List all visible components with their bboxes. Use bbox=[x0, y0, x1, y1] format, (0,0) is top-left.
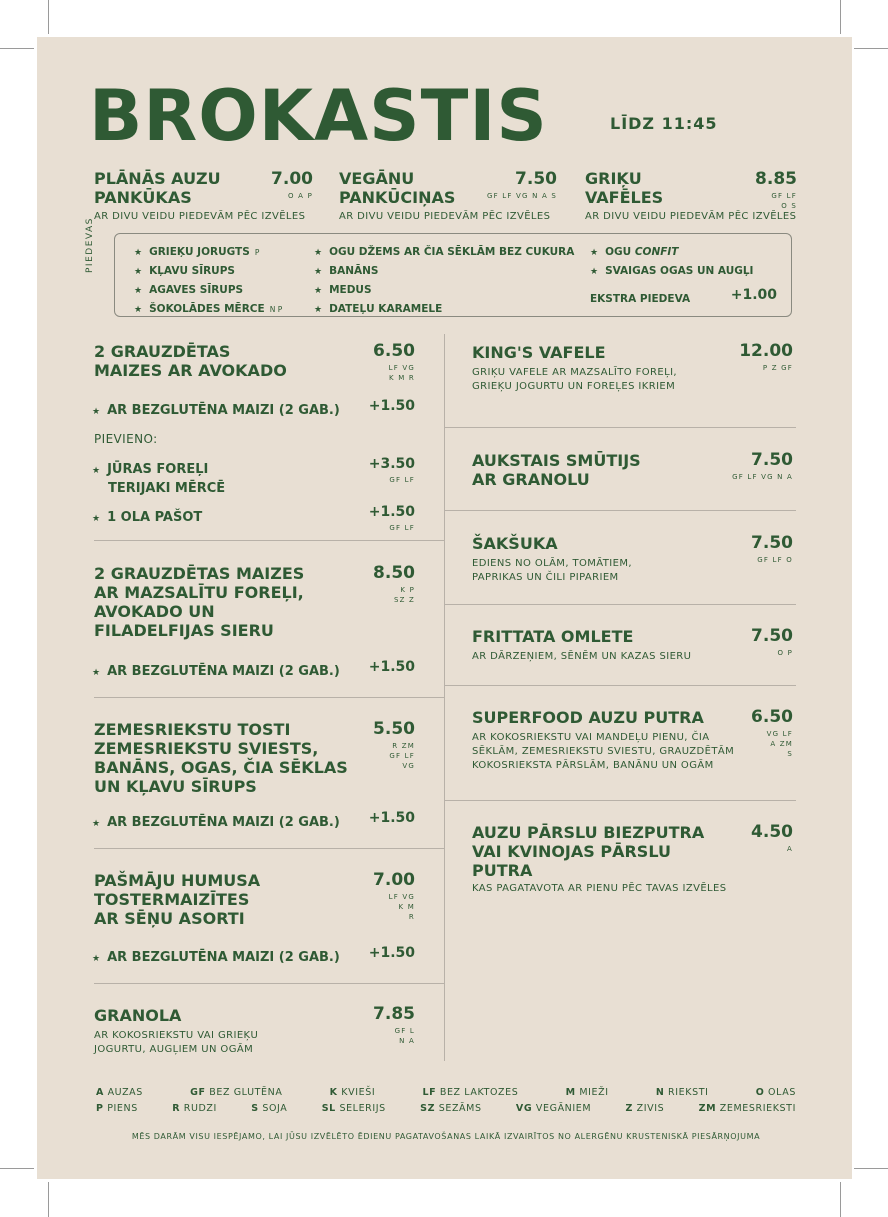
divider bbox=[445, 427, 796, 428]
item-name: PUTRA bbox=[472, 861, 533, 880]
menu-item bbox=[94, 342, 384, 380]
option-price: +1.50 bbox=[368, 810, 415, 826]
item-name: KING'S VAFELE bbox=[472, 343, 606, 362]
menu-item bbox=[472, 343, 722, 394]
item-description: EDIENS NO OLĀM, TOMĀTIEM, bbox=[472, 558, 632, 569]
extra-side-label: EKSTRA PIEDEVA bbox=[590, 293, 691, 305]
item-name: MAIZES AR AVOKADO bbox=[94, 361, 287, 380]
item-price: 7.50 bbox=[751, 533, 793, 553]
allergen-codes: A bbox=[787, 845, 793, 853]
item-price: 5.50 bbox=[373, 719, 415, 739]
item-name: PLĀNĀS AUZU bbox=[94, 169, 221, 188]
column-divider bbox=[444, 334, 445, 1061]
extra-side-price: +1.00 bbox=[730, 287, 777, 303]
legend-item: S SOJA bbox=[251, 1103, 288, 1114]
item-name: PAŠMĀJU HUMUSA bbox=[94, 871, 261, 890]
item-description: AR DĀRZEŅIEM, SĒNĒM UN KAZAS SIERU bbox=[472, 651, 692, 662]
option-price: +1.50 bbox=[368, 504, 415, 520]
item-price: 8.85 bbox=[755, 169, 797, 189]
sides-column bbox=[590, 242, 753, 280]
item-description: AR KOKOSRIEKSTU VAI MANDEĻU PIENU, ČIA bbox=[472, 732, 710, 743]
sides-column bbox=[314, 242, 574, 318]
side-item: ★ KĻAVU SĪRUPS bbox=[134, 265, 235, 277]
allergen-codes: K M bbox=[398, 903, 415, 911]
menu-item bbox=[472, 823, 762, 896]
crop-mark bbox=[854, 48, 888, 49]
item-name: ŠAKŠUKA bbox=[472, 534, 558, 553]
item-name: VAI KVINOJAS PĀRSLU bbox=[472, 842, 671, 861]
allergen-codes: VG bbox=[402, 762, 415, 770]
item-name: BANĀNS, OGAS, ČIA SĒKLAS bbox=[94, 758, 348, 777]
item-name: AR GRANOLU bbox=[472, 470, 590, 489]
star-icon: ★ bbox=[92, 466, 101, 476]
item-description: GRIEĶU JOGURTU UN FOREĻES IKRIEM bbox=[472, 381, 676, 392]
item-name: AR MAZSALĪTU FOREĻI, bbox=[94, 583, 304, 602]
allergen-codes: N A bbox=[399, 1037, 415, 1045]
crop-mark bbox=[854, 1168, 888, 1169]
star-icon: ★ bbox=[92, 819, 101, 829]
item-price: 7.50 bbox=[751, 626, 793, 646]
item-name: ZEMESRIEKSTU TOSTI bbox=[94, 720, 291, 739]
legend-item: SZ SEZĀMS bbox=[420, 1103, 482, 1114]
star-icon: ★ bbox=[92, 668, 101, 678]
item-description: SĒKLĀM, ZEMESRIEKSTU SVIESTU, GRAUZDĒTĀM bbox=[472, 746, 735, 757]
item-price: 7.00 bbox=[373, 870, 415, 890]
legend-item: VG VEGĀNIEM bbox=[515, 1103, 592, 1114]
allergen-codes: LF VG bbox=[388, 364, 415, 372]
item-name: VEGĀNU bbox=[339, 169, 415, 188]
legend-item: A AUZAS bbox=[96, 1087, 143, 1098]
item-name: 2 GRAUZDĒTAS bbox=[94, 342, 231, 361]
legend-row bbox=[96, 1087, 796, 1098]
allergen-codes: R bbox=[408, 913, 415, 921]
item-name: ZEMESRIEKSTU SVIESTS, bbox=[94, 739, 319, 758]
crop-mark bbox=[48, 0, 49, 34]
side-item: ★ OGU CONFIT bbox=[590, 246, 679, 258]
star-icon: ★ bbox=[92, 407, 101, 417]
side-item: ★ OGU DŽEMS AR ČIA SĒKLĀM BEZ CUKURA bbox=[314, 246, 575, 258]
allergen-codes: O S bbox=[781, 202, 797, 210]
gluten-free-option: ★ AR BEZGLUTĒNA MAIZI (2 GAB.) bbox=[92, 815, 340, 830]
option-price: +1.50 bbox=[368, 398, 415, 414]
item-description: KOKOSRIEKSTA PĀRSLĀM, BANĀNU UN OGĀM bbox=[472, 760, 714, 771]
item-description: GRIĶU VAFELE AR MAZSALĪTO FOREĻI, bbox=[472, 367, 678, 378]
item-price: 7.50 bbox=[515, 169, 557, 189]
item-name: AVOKADO UN bbox=[94, 602, 215, 621]
add-label: PIEVIENO: bbox=[94, 432, 158, 446]
side-item: ★ DATEĻU KARAMELE bbox=[314, 303, 443, 315]
star-icon: ★ bbox=[314, 267, 323, 277]
crop-mark bbox=[0, 1168, 34, 1169]
star-icon: ★ bbox=[134, 267, 143, 277]
menu-item bbox=[472, 708, 762, 773]
item-name: PANKŪCIŅAS bbox=[339, 188, 456, 207]
menu-item bbox=[472, 627, 752, 664]
crop-mark bbox=[840, 1182, 841, 1217]
item-price: 12.00 bbox=[739, 341, 793, 361]
allergen-codes: SZ Z bbox=[393, 596, 415, 604]
legend-item: K KVIEŠI bbox=[329, 1087, 376, 1098]
divider bbox=[94, 848, 444, 849]
item-name: GRANOLA bbox=[94, 1006, 182, 1025]
item-description: AR DIVU VEIDU PIEDEVĀM PĒC IZVĒLES bbox=[585, 211, 797, 222]
divider bbox=[445, 604, 796, 605]
divider bbox=[445, 685, 796, 686]
crop-mark bbox=[840, 0, 841, 34]
item-name: UN KĻAVU SĪRUPS bbox=[94, 777, 257, 796]
menu-item bbox=[472, 451, 722, 489]
item-name: PANKŪKAS bbox=[94, 188, 192, 207]
crop-mark bbox=[0, 48, 34, 49]
divider bbox=[94, 540, 444, 541]
item-name: VAFĒLES bbox=[585, 188, 664, 207]
gluten-free-option: ★ AR BEZGLUTĒNA MAIZI (2 GAB.) bbox=[92, 403, 340, 418]
option-price: +1.50 bbox=[368, 945, 415, 961]
side-item: ★ AGAVES SĪRUPS bbox=[134, 284, 244, 296]
allergen-codes: GF LF VG N A bbox=[732, 473, 793, 481]
allergen-codes: O A P bbox=[288, 192, 313, 200]
allergen-codes: P Z GF bbox=[762, 364, 793, 372]
legend-item: SL SELERIJS bbox=[321, 1103, 386, 1114]
item-name: FRITTATA OMLETE bbox=[472, 627, 634, 646]
side-item: ★ SVAIGAS OGAS UN AUGĻI bbox=[590, 265, 754, 277]
allergen-codes: GF L bbox=[394, 1027, 415, 1035]
item-name: FILADELFIJAS SIERU bbox=[94, 621, 274, 640]
page-title: BROKASTIS bbox=[89, 75, 548, 157]
item-name: TOSTERMAIZĪTES bbox=[94, 890, 250, 909]
item-description: AR KOKOSRIEKSTU VAI GRIEĶU bbox=[94, 1030, 259, 1041]
star-icon: ★ bbox=[590, 248, 599, 258]
menu-page bbox=[37, 37, 852, 1179]
allergen-codes: GF LF bbox=[389, 752, 415, 760]
star-icon: ★ bbox=[314, 286, 323, 296]
gluten-free-option: ★ AR BEZGLUTĒNA MAIZI (2 GAB.) bbox=[92, 950, 340, 965]
sides-label: PIEDEVAS bbox=[85, 217, 95, 273]
item-name: SUPERFOOD AUZU PUTRA bbox=[472, 708, 704, 727]
side-item: ★ MEDUS bbox=[314, 284, 372, 296]
item-price: 7.50 bbox=[751, 450, 793, 470]
addon-item: ★ JŪRAS FOREĻI TERIJAKI MĒRCĒ bbox=[92, 462, 226, 496]
side-item: ★ ŠOKOLĀDES MĒRCE N P bbox=[134, 303, 283, 315]
legend-item: P PIENS bbox=[96, 1103, 138, 1114]
allergen-codes: S bbox=[787, 750, 793, 758]
item-price: 4.50 bbox=[751, 822, 793, 842]
allergen-codes: LF VG bbox=[388, 893, 415, 901]
divider bbox=[445, 800, 796, 801]
crop-mark bbox=[48, 1182, 49, 1217]
divider bbox=[94, 697, 444, 698]
item-price: 7.00 bbox=[271, 169, 313, 189]
item-name: AR SĒŅU ASORTI bbox=[94, 909, 245, 928]
sides-column bbox=[134, 242, 282, 318]
allergen-codes: VG LF bbox=[766, 730, 793, 738]
item-description: PAPRIKAS UN ČILI PIPARIEM bbox=[472, 572, 619, 583]
item-name: AUZU PĀRSLU BIEZPUTRA bbox=[472, 823, 705, 842]
item-name: GRIĶU bbox=[585, 169, 642, 188]
side-item: ★ BANĀNS bbox=[314, 265, 379, 277]
legend-item: Z ZIVIS bbox=[625, 1103, 665, 1114]
allergen-codes: GF LF VG N A S bbox=[487, 192, 557, 200]
legend-item: LF BEZ LAKTOZES bbox=[422, 1087, 519, 1098]
allergen-codes: GF LF O bbox=[757, 556, 793, 564]
item-description: AR DIVU VEIDU PIEDEVĀM PĒC IZVĒLES bbox=[94, 211, 306, 222]
legend-item: ZM ZEMESRIEKSTI bbox=[698, 1103, 796, 1114]
legend-row bbox=[96, 1103, 796, 1114]
star-icon: ★ bbox=[134, 286, 143, 296]
star-icon: ★ bbox=[590, 267, 599, 277]
item-name: AUKSTAIS SMŪTIJS bbox=[472, 451, 641, 470]
option-price: +3.50 bbox=[368, 456, 415, 472]
legend-item: M MIEŽI bbox=[565, 1087, 609, 1098]
allergen-codes: GF LF bbox=[771, 192, 797, 200]
divider bbox=[445, 510, 796, 511]
allergen-codes: K M R bbox=[389, 374, 415, 382]
legend-item: N RIEKSTI bbox=[655, 1087, 709, 1098]
item-description: JOGURTU, AUGĻIEM UN OGĀM bbox=[94, 1044, 254, 1055]
star-icon: ★ bbox=[134, 248, 143, 258]
serving-time: LĪDZ 11:45 bbox=[610, 114, 718, 133]
legend-item: O OLAS bbox=[755, 1087, 796, 1098]
divider bbox=[94, 983, 444, 984]
allergen-codes: GF LF bbox=[389, 524, 415, 532]
gluten-free-option: ★ AR BEZGLUTĒNA MAIZI (2 GAB.) bbox=[92, 664, 340, 679]
allergen-codes: R ZM bbox=[392, 742, 415, 750]
item-price: 7.85 bbox=[373, 1004, 415, 1024]
allergen-codes: A ZM bbox=[770, 740, 793, 748]
star-icon: ★ bbox=[92, 514, 101, 524]
menu-item bbox=[472, 534, 722, 585]
legend-item: R RUDZI bbox=[172, 1103, 217, 1114]
allergen-codes: O P bbox=[777, 649, 793, 657]
item-name: 2 GRAUZDĒTAS MAIZES bbox=[94, 564, 305, 583]
side-item: ★ GRIEĶU JORUGTS P bbox=[134, 246, 260, 258]
option-price: +1.50 bbox=[368, 659, 415, 675]
allergen-disclaimer: MĒS DARĀM VISU IESPĒJAMO, LAI JŪSU IZVĒLĒTO ĒDIENU PAGATAVOŠANAS LAIKĀ IZVAIRĪTOS NO ALERGĒNU KRUSTENISKĀ PIESĀRŅOJUMA bbox=[131, 1132, 761, 1141]
allergen-legend bbox=[96, 1087, 796, 1114]
star-icon: ★ bbox=[314, 248, 323, 258]
item-description: KAS PAGATAVOTA AR PIENU PĒC TAVAS IZVĒLES bbox=[472, 883, 727, 894]
allergen-codes: K P bbox=[400, 586, 415, 594]
addon-item: ★ 1 OLA PAŠOT bbox=[92, 510, 203, 525]
item-price: 6.50 bbox=[373, 341, 415, 361]
star-icon: ★ bbox=[92, 954, 101, 964]
item-description: AR DIVU VEIDU PIEDEVĀM PĒC IZVĒLES bbox=[339, 211, 551, 222]
item-price: 6.50 bbox=[751, 707, 793, 727]
allergen-codes: GF LF bbox=[389, 476, 415, 484]
legend-item: GF BEZ GLUTĒNA bbox=[190, 1087, 283, 1098]
item-price: 8.50 bbox=[373, 563, 415, 583]
star-icon: ★ bbox=[134, 305, 143, 315]
star-icon: ★ bbox=[314, 305, 323, 315]
